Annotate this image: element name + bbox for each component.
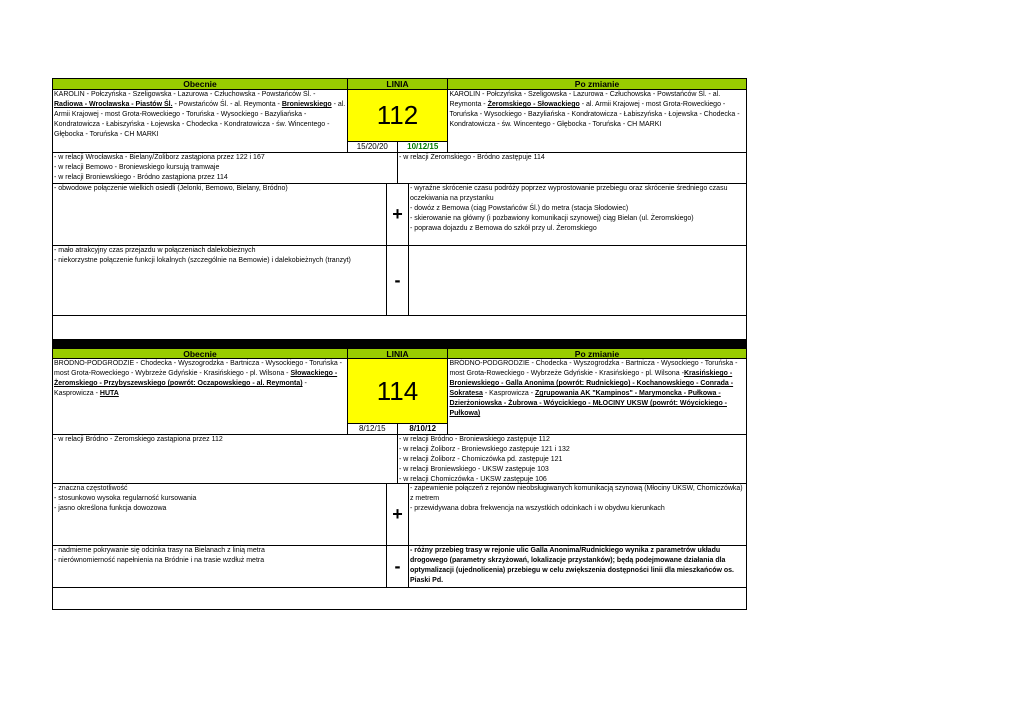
s2-replace-after (398, 435, 746, 483)
list-line: - w relacji Chomiczówka - UKSW zastępuje 106 (399, 476, 547, 483)
list-line: - w relacji Bródno - Żeromskiego zastąpiona przez 112 (54, 436, 223, 443)
route-segment: KAROLIN - Połczyńska - Szeligowska - Lazurowa - Człuchowska - Powstańców Śl. - al. Reymonta - (449, 91, 721, 108)
section-divider (52, 340, 747, 348)
s2-header-after: Po zmianie (448, 349, 746, 358)
list-line: - w relacji Broniewskiego - Bródno zastąpiona przez 114 (54, 174, 228, 181)
s1-date-before: 15/20/20 (356, 142, 388, 151)
route-segment: - al. Armii Krajowej - most Grota-Roweckiego - Toruńska - Wysockiego - Bazyliańska - Kondratowicza - Łabiszyńska - Łojewska - Chodecka - Kondratowicza - św. Wincentego - Głębocka - Toruńska - CH MARKI (449, 101, 740, 128)
s2-plus-sign: + (386, 484, 409, 545)
list-line: - dowóz z Bemowa (ciąg Powstańców Śl.) do metra (stacja Słodowiec) (409, 205, 629, 212)
transit-change-sheet (52, 78, 747, 610)
s2-replace-row (52, 435, 747, 484)
s1-header-before: Obecnie (53, 79, 348, 89)
s1-date-after: 10/12/15 (397, 142, 447, 152)
s2-minus-sign: - (386, 546, 409, 587)
list-line: - jasno określona funkcja dowozowa (54, 505, 167, 512)
s1-header-row (52, 78, 747, 90)
route-changed-segment: HUTA (99, 390, 119, 397)
s1-minus-right (409, 246, 746, 315)
s2-dates (348, 423, 448, 434)
s2-minus-right: - różny przebieg trasy w rejonie ulic Galla Anonima/Rudnickiego wynika z parametrów układu drogowego (parametry skrzyżowań, lokalizacje przystanków); będą podejmowane działania dla optymalizacji (ujednolicenia) przebiegu w celu zwiększenia dostępności linii dla mieszkańców os. Piaski Pd. (409, 547, 734, 584)
route-changed-segment: Słowackiego - Żeromskiego - Przybyszewskiego (powrót: Oczapowskiego - al. Reymonta) (54, 370, 338, 387)
s2-date-after-text: 8/10/12 (409, 424, 437, 433)
s1-minus-row (52, 246, 747, 316)
s1-plus-sign: + (386, 184, 409, 245)
route-segment: BRÓDNO-PODGRODZIE - Chodecka - Wyszogrodzka - Bartnicza - Wysockiego - Toruńska - most Grota-Roweckiego - Wybrzeże Gdyńskie - Krasińskiego - pl. Wilsona - (449, 360, 738, 377)
s1-minus-sign: - (386, 246, 409, 315)
s2-route-before (53, 359, 348, 434)
s2-header-row (52, 348, 747, 359)
s2-line-number: 114 (348, 359, 448, 423)
s1-header-after: Po zmianie (448, 79, 746, 89)
list-line: - mało atrakcyjny czas przejazdu w połączeniach dalekobieżnych (54, 247, 256, 254)
route-changed-segment: Radiowa - Wrocławska - Piastów Śl. (54, 101, 173, 108)
s2-replace-before (53, 435, 398, 483)
s1-line-box (348, 90, 449, 152)
list-line: - poprawa dojazdu z Bemowa do szkół przy ul. Żeromskiego (409, 225, 597, 232)
list-line: - znaczna częstotliwość (54, 485, 128, 492)
s1-route-after (448, 90, 746, 152)
route-changed-segment: Broniewskiego (281, 101, 332, 108)
list-line: - nierównomierność napełnienia na Bródnie i na trasie wzdłuż metra (54, 557, 265, 564)
s2-line-box (348, 359, 449, 434)
s1-minus-left (53, 246, 386, 315)
s1-header-line: LINIA (348, 79, 448, 89)
s1-route-before (53, 90, 348, 152)
s1-route-row (52, 90, 747, 153)
list-line: - przewidywana dobra frekwencja na wszystkich odcinkach i w obydwu kierunkach (409, 505, 665, 512)
route-segment: - Kasprowicza - (54, 380, 307, 397)
s2-header-line: LINIA (348, 349, 448, 358)
s2-minus-row (52, 546, 747, 588)
list-line: - w relacji Bródno - Broniewskiego zastępuje 112 (399, 436, 550, 443)
route-changed-segment: Zgrupowania AK "Kampinos" - Marymoncka - Pułkowa - Dzierżoniowska - Żubrowa - Wóycickiego - MŁOCINY UKSW (powrót: Wóycickiego - Pułkowa) (449, 390, 727, 417)
s2-route-after (448, 359, 746, 434)
s1-line-number: 112 (348, 90, 448, 141)
route-segment: - Powstańców Śl. - al. Reymonta - (172, 101, 282, 108)
s2-route-row (52, 359, 747, 435)
s2-plus-row (52, 484, 747, 546)
s1-plus-row (52, 184, 747, 246)
list-line: - niekorzystne połączenie funkcji lokalnych (szczególnie na Bemowie) i dalekobieżnych (tranzyt) (54, 257, 351, 264)
s2-date-before: 8/12/15 (358, 424, 386, 433)
s2-header-before: Obecnie (53, 349, 348, 358)
s2-date-after (397, 424, 447, 434)
s2-minus-left (53, 546, 386, 587)
list-line: - w relacji Bemowo - Broniewskiego kursują tramwaje (54, 164, 220, 171)
s1-empty-row (52, 316, 747, 340)
list-line: - stosunkowo wysoka regularność kursowania (54, 495, 197, 502)
list-line: - nadmierne pokrywanie się odcinka trasy na Bielanach z linią metra (54, 547, 265, 554)
route-changed-segment: Krasińskiego - Broniewskiego - Galla Anonima (powrót: Rudnickiego) - Kochanowskiego - Conrada - Sokratesa (449, 370, 734, 397)
route-segment: KAROLIN - Połczyńska - Szeligowska - Lazurowa - Człuchowska - Powstańców Śl. - (54, 91, 316, 98)
s1-replace-row (52, 153, 747, 184)
s1-replace-before (53, 153, 398, 183)
list-line: - w relacji Broniewskiego - UKSW zastępuje 103 (399, 466, 549, 473)
list-line: - wyraźne skrócenie czasu podróży poprzez wyprostowanie przebiegu oraz skrócenie średniego czasu oczekiwania na przystanku (409, 185, 728, 202)
route-segment: - Kasprowicza - (482, 390, 536, 397)
list-line: - skierowanie na główny (i pozbawiony komunikacji szynowej) ciąg Bielan (ul. Żeromskiego) (409, 215, 694, 222)
route-segment: - al. Armii Krajowej - most Grota-Roweckiego - Toruńska - Wysockiego - Bazyliańska - Kondratowicza - Łabiszyńska - Łojewska - Chodecka - Kondratowicza - św. Wincentego - Głębocka - Toruńska - CH MARKI (54, 101, 346, 138)
list-line: - zapewnienie połączeń z rejonów nieobsługiwanych komunikacją szynową (Młociny UKSW, Chomiczówka) z metrem (409, 485, 743, 502)
route-changed-segment: Żeromskiego - Słowackiego (487, 101, 580, 108)
s1-plus-right (409, 184, 746, 245)
route-segment: BRÓDNO-PODGRODZIE - Chodecka - Wyszogrodzka - Bartnicza - Wysockiego - Toruńska - most Grota-Roweckiego - Wybrzeże Gdyńskie - Krasińskiego - pl. Wilsona - (54, 360, 342, 377)
s2-empty-row (52, 588, 747, 610)
s1-plus-left (53, 184, 386, 245)
s1-replace-after (398, 153, 746, 183)
list-line: - w relacji Wrocławska - Bielany/Żoliborz zastąpiona przez 122 i 167 (54, 154, 265, 161)
list-line: - w relacji Żoliborz - Broniewskiego zastępuje 121 i 132 (399, 446, 570, 453)
s1-dates (348, 141, 448, 152)
list-line: - obwodowe połączenie wielkich osiedli (Jelonki, Bemowo, Bielany, Bródno) (54, 185, 288, 192)
s2-plus-right (409, 484, 746, 545)
s2-plus-left (53, 484, 386, 545)
list-line: - w relacji Żoliborz - Chomiczówka pd. zastępuje 121 (399, 456, 563, 463)
list-line: - w relacji Żeromskiego - Bródno zastępuje 114 (399, 154, 545, 161)
